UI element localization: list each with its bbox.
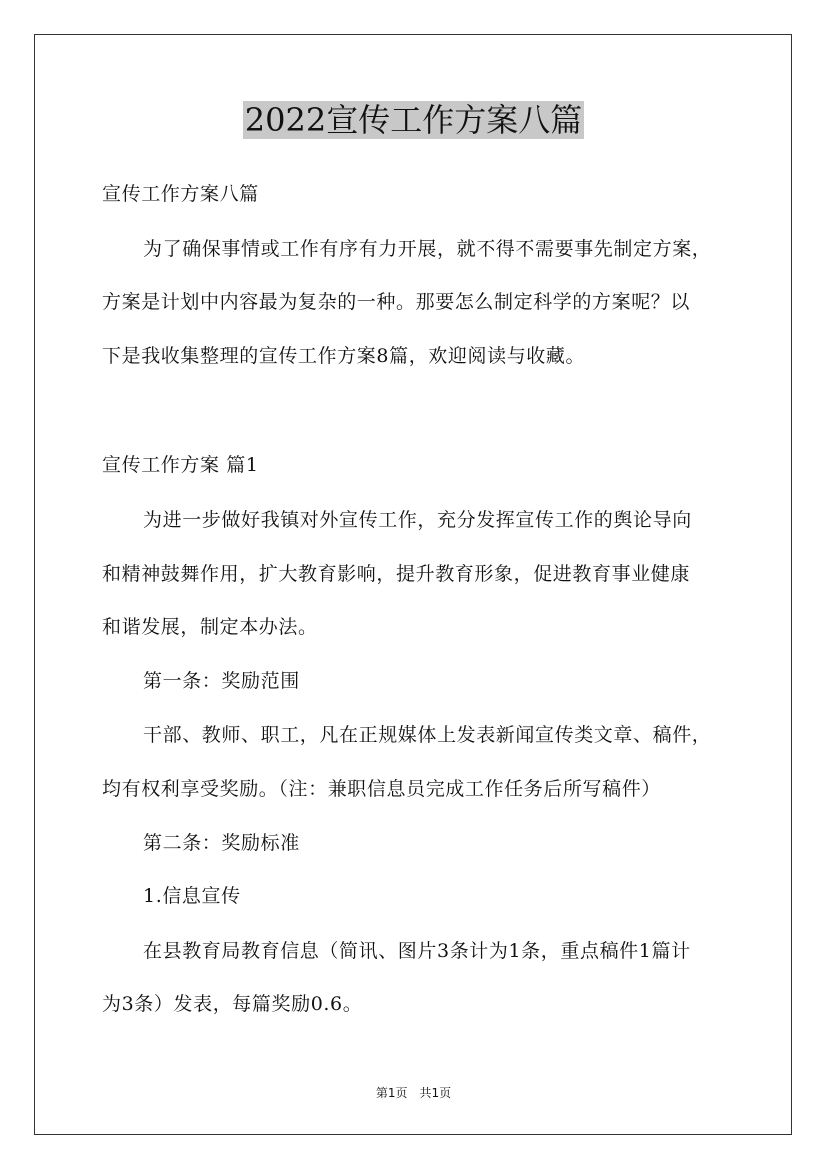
intro-line-3: 下是我收集整理的宣传工作方案8篇，欢迎阅读与收藏。: [102, 345, 586, 367]
paragraph-line: 和精神鼓舞作用，扩大教育影响，提升教育形象，促进教育事业健康: [102, 563, 691, 585]
intro-line-1: 为了确保事情或工作有序有力开展，就不得不需要事先制定方案，: [143, 238, 712, 260]
paragraph-line: 在县教育局教育信息（简讯、图片3条计为1条，重点稿件1篇计: [143, 940, 691, 962]
paragraph-line: 和谐发展，制定本办法。: [102, 616, 318, 638]
paragraph-line: 干部、教师、职工，凡在正规媒体上发表新闻宣传类文章、稿件，: [143, 724, 712, 746]
article-heading: 第一条：奖励范围: [143, 670, 300, 692]
paragraph-line: 为3条）发表，每篇奖励0.6。: [102, 993, 363, 1015]
article-heading: 第二条：奖励标准: [143, 832, 300, 854]
subtitle: 宣传工作方案八篇: [102, 183, 259, 205]
document-title: 2022宣传工作方案八篇: [244, 101, 583, 139]
list-item-heading: 1.信息宣传: [143, 885, 241, 907]
intro-line-2: 方案是计划中内容最为复杂的一种。那要怎么制定科学的方案呢？以: [102, 291, 691, 313]
section-heading: 宣传工作方案 篇1: [102, 454, 259, 476]
page-number-footer: 第1页 共1页: [375, 1086, 452, 1100]
paragraph-line: 均有权利享受奖励。（注：兼职信息员完成工作任务后所写稿件）: [102, 778, 661, 800]
paragraph-line: 为进一步做好我镇对外宣传工作，充分发挥宣传工作的舆论导向: [143, 509, 692, 531]
